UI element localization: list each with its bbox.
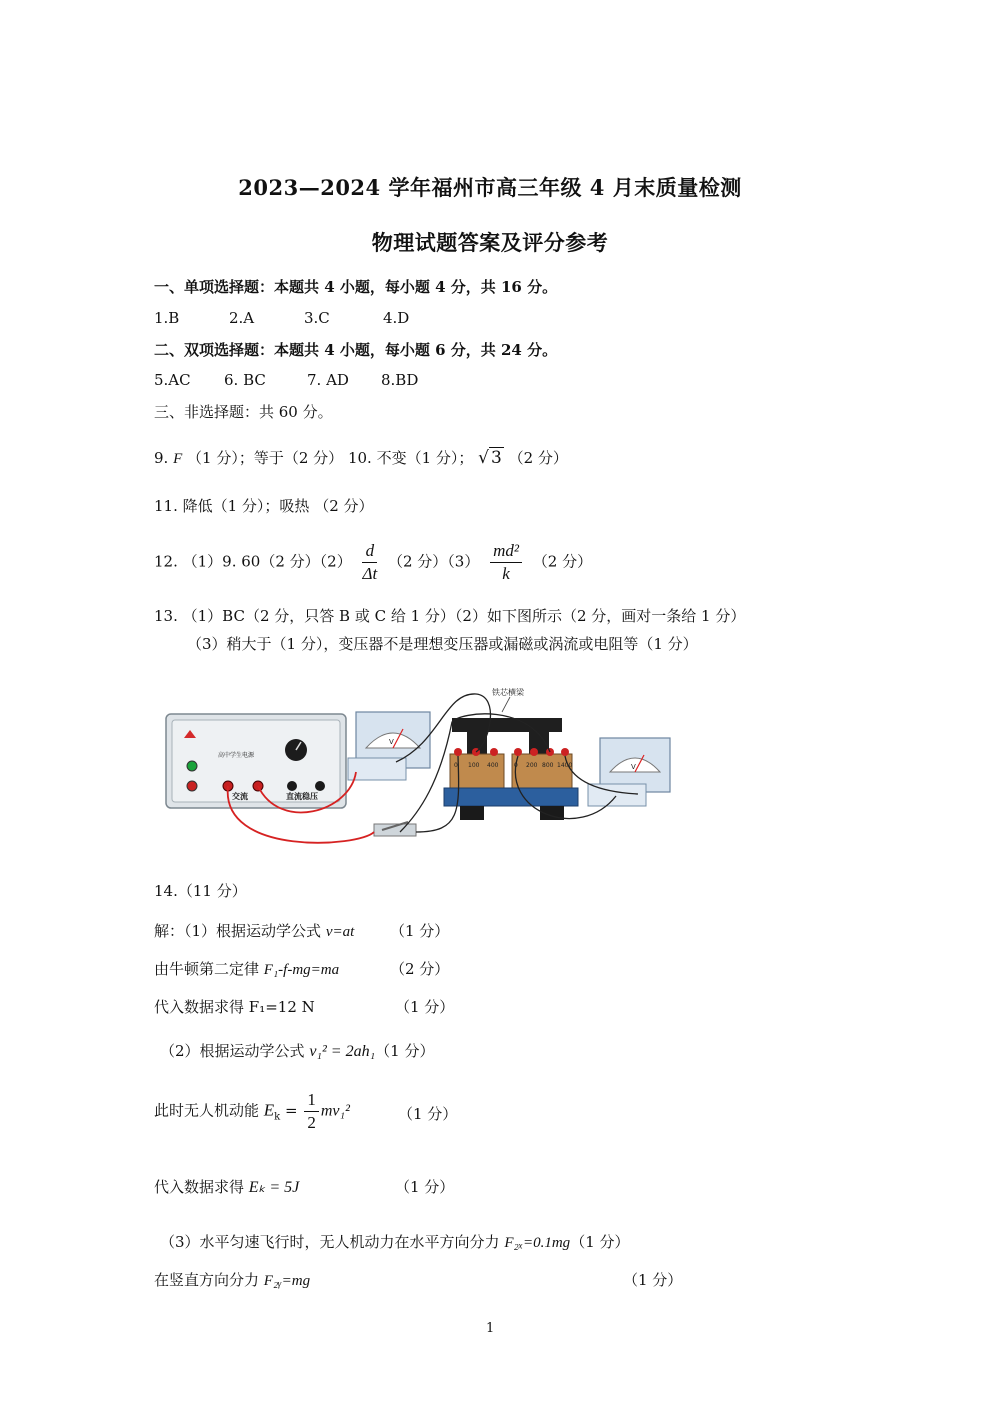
q12-prefix: 12. （1）9. 60（2 分）（2） — [154, 552, 352, 571]
q14-line2 — [154, 958, 339, 979]
q14-l5-eq: = — [280, 1101, 303, 1120]
q14-l3-score: （1 分） — [395, 998, 455, 1016]
q14-l6-text: 代入数据求得 — [154, 1178, 249, 1196]
coil-right-tap-800: 800 — [542, 762, 554, 769]
q9-part1: （1 分）；等于（2 分） — [187, 449, 344, 467]
dc-terminal-pos — [315, 781, 325, 791]
answer-1: 1.B — [154, 309, 180, 327]
q14-line1 — [154, 920, 354, 941]
q13-line1: 13. （1）BC（2 分，只答 B 或 C 给 1 分）（2）如下图所示（2 分，画对一条给 1 分） — [154, 607, 746, 625]
green-indicator — [187, 761, 197, 771]
coil-left-tap-0: 0 — [454, 762, 458, 769]
page-subtitle: 物理试题答案及评分参考 — [371, 230, 609, 255]
red-indicator — [187, 781, 197, 791]
q14-l5-frac-num: 1 — [304, 1090, 319, 1112]
coil-right-tap-0: 0 — [514, 762, 518, 769]
q14-l2-text: 由牛顿第二定律 — [154, 960, 264, 978]
fraction-one-half — [304, 1090, 319, 1133]
frac1-num: d — [362, 541, 377, 563]
q11-line: 11. 降低（1 分）；吸热 （2 分） — [154, 497, 374, 515]
coil-right-tap-1400: 1400 — [557, 762, 573, 769]
q10-text: 10. 不变（1 分）； — [347, 449, 474, 467]
answer-5: 5.AC — [154, 371, 191, 389]
experiment-figure — [160, 682, 680, 862]
answer-2: 2.A — [229, 309, 255, 327]
q14-l5-frac-den: 2 — [307, 1113, 316, 1132]
section3-heading: 三、非选择题：共 60 分。 — [154, 403, 333, 421]
q9-prefix: 9. — [154, 449, 169, 467]
q14-l8-formula: F₂ᵧ=mg — [263, 1273, 311, 1289]
page-title: 2023—2024 学年福州市高三年级 4 月末质量检测 — [238, 175, 742, 200]
frac2-num: md² — [490, 541, 522, 563]
q14-l7-text: （3）水平匀速飞行时，无人机动力在水平方向分力 — [160, 1233, 505, 1251]
answer-7: 7. AD — [307, 371, 349, 389]
section2-heading: 二、双项选择题：本题共 4 小题，每小题 6 分，共 24 分。 — [154, 341, 558, 359]
q13-line2: （3）稍大于（1 分），变压器不是理想变压器或漏磁或涡流或电阻等（1 分） — [187, 635, 698, 653]
frac2-den: k — [502, 564, 510, 583]
q14-l4-formula: v₁² = 2ah₁ — [309, 1043, 376, 1060]
answer-8: 8.BD — [381, 371, 419, 389]
q14-l5-lhs-sub: k — [274, 1111, 281, 1123]
dc-terminal-neg — [287, 781, 297, 791]
q12-score: （2 分） — [532, 552, 593, 571]
q14-l8-text: 在竖直方向分力 — [154, 1271, 264, 1289]
q14-l3-formula: F₁=12 N — [248, 998, 315, 1016]
coil-left-tap-400: 400 — [487, 762, 499, 769]
q14-l5-rhs: mv₁² — [320, 1102, 350, 1120]
q14-l7-formula: F₂ₓ=0.1mg — [504, 1235, 571, 1251]
voltmeter-right-v: V — [631, 763, 636, 771]
q14-l6-score: （1 分） — [395, 1178, 455, 1196]
q9-q10-line — [154, 447, 568, 468]
sqrt-radicand: 3 — [491, 448, 502, 468]
q14-l1-formula: v=at — [325, 924, 355, 940]
q14-l5-score: （1 分） — [398, 1105, 458, 1123]
q14-l4-score: （1 分） — [375, 1042, 435, 1060]
page-number: 1 — [486, 1321, 495, 1336]
fraction-d-over-dt — [362, 541, 377, 584]
q14-line7 — [160, 1231, 630, 1252]
q12-line — [154, 541, 592, 584]
transformer-base — [444, 788, 578, 806]
coil-right-tap-200: 200 — [526, 762, 538, 769]
q14-l2-score: （2 分） — [390, 960, 450, 978]
sqrt-three: √ 3 — [478, 448, 502, 468]
q9-var: F — [173, 451, 183, 467]
q14-line6 — [154, 1176, 299, 1197]
q14-l5-lhs: E — [263, 1100, 275, 1120]
q14-header: 14.（11 分） — [154, 882, 247, 900]
section1-heading: 一、单项选择题：本题共 4 小题，每小题 4 分，共 16 分。 — [154, 278, 558, 296]
q12-mid: （2 分）（3） — [387, 552, 480, 571]
q14-l6-formula: Eₖ = 5J — [248, 1179, 300, 1196]
coil-left-tap-100: 100 — [468, 762, 480, 769]
frac1-den: Δt — [362, 564, 378, 583]
q14-l1-text: 解：（1）根据运动学公式 — [154, 922, 326, 940]
answer-6: 6. BC — [224, 371, 266, 389]
q14-line5 — [154, 1090, 350, 1133]
voltmeter-left-v: V — [389, 738, 394, 746]
answer-4: 4.D — [383, 309, 410, 327]
q14-l4-text: （2）根据运动学公式 — [160, 1042, 310, 1060]
q10-score: （2 分） — [508, 449, 568, 467]
q14-l7-score: （1 分） — [570, 1233, 630, 1251]
q14-l8-score: （1 分） — [623, 1271, 683, 1289]
q14-l2-formula: F₁-f-mg=ma — [263, 962, 340, 978]
core-label: 铁芯横梁 — [492, 688, 524, 697]
supply-label: 高中学生电源 — [218, 752, 255, 759]
q14-l5-text: 此时无人机动能 — [154, 1101, 264, 1120]
q14-line8 — [154, 1269, 310, 1290]
answer-3: 3.C — [304, 309, 330, 327]
q14-line3 — [154, 996, 315, 1017]
fraction-md2-over-k — [490, 541, 522, 584]
ac-label: 交流 — [232, 792, 248, 801]
coil-right — [512, 754, 572, 788]
q14-l3-text: 代入数据求得 — [154, 998, 249, 1016]
dc-label: 直流稳压 — [286, 792, 318, 801]
iron-core-beam — [452, 718, 562, 732]
q14-l1-score: （1 分） — [390, 922, 450, 940]
q14-line4 — [160, 1040, 434, 1061]
